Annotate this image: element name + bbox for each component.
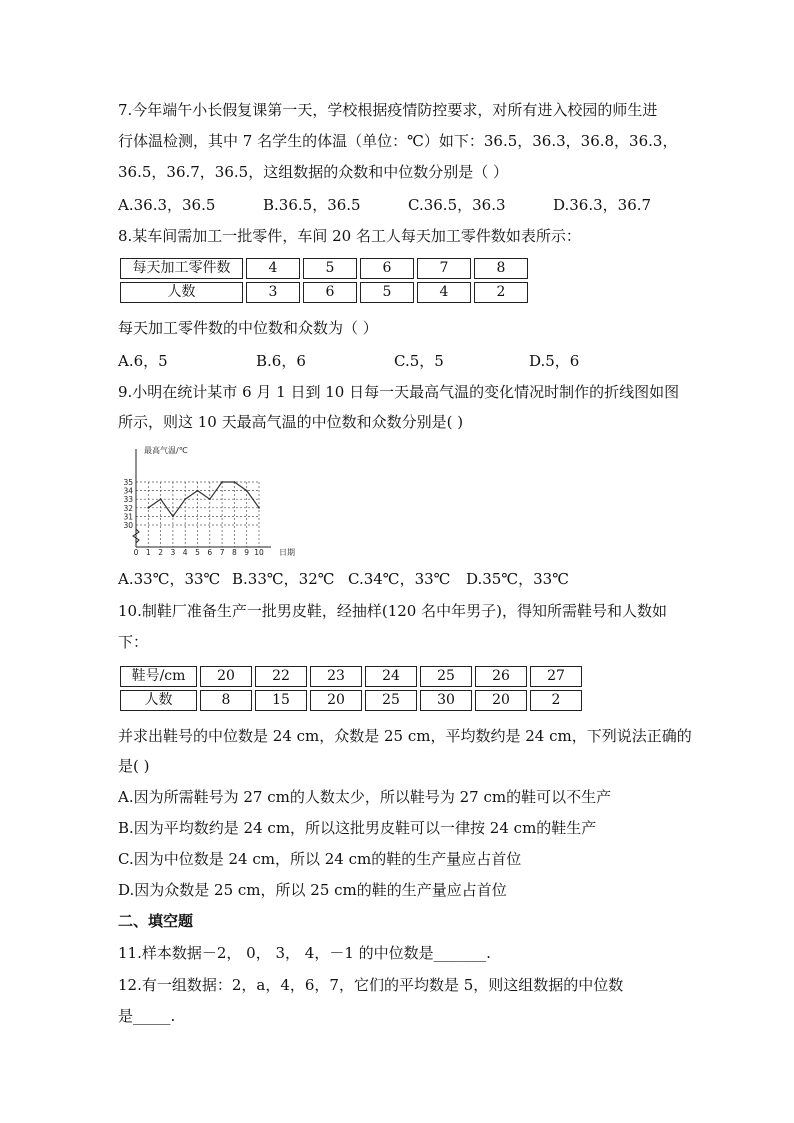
q12-line1: 12.有一组数据：2，a，4，6，7，它们的平均数是 5，则这组数据的中位数 [118,976,624,994]
chart-x-ticks [134,548,264,557]
q9-option-a: A.33℃，33℃ [118,570,221,588]
table-cell: 24 [365,666,417,687]
q7-line2: 行体温检测，其中 7 名学生的体温（单位：℃）如下：36.5，36.3，36.8，36.3， [118,132,678,150]
table-row [120,666,582,687]
q8-option-a: A.6，5 [118,352,168,370]
data-point [258,507,260,509]
q10-table [117,663,585,714]
table-cell: 5 [360,282,414,303]
table-cell: 30 [420,690,472,711]
data-point [221,481,223,483]
x-tick-label: 2 [158,548,163,557]
q7-option-c: C.36.5，36.3 [408,196,506,214]
data-point [184,498,186,500]
table-cell: 6 [360,258,414,279]
table-cell: 8 [474,258,528,279]
q8-line1: 8.某车间需加工一批零件，车间 20 名工人每天加工零件数如表所示： [118,227,581,245]
y-tick-label: 33 [123,495,133,505]
table-row [120,690,582,711]
q10-option-a: A.因为所需鞋号为 27 cm的人数太少，所以鞋号为 27 cm的鞋可以不生产 [118,788,612,806]
table-cell-label: 每天加工零件数 [120,258,243,279]
y-tick-label: 30 [123,521,133,530]
q7-line3: 36.5，36.7，36.5，这组数据的众数和中位数分别是（ ） [118,163,508,181]
data-point [234,481,236,483]
data-point [172,516,174,518]
q10-option-c: C.因为中位数是 24 cm，所以 24 cm的鞋的生产量应占首位 [118,850,522,868]
data-point [209,498,211,500]
chart-x-axis-label: 日期 [279,548,295,557]
q10-option-b: B.因为平均数约是 24 cm，所以这批男皮鞋可以一律按 24 cm的鞋生产 [118,819,597,837]
table-cell: 3 [246,282,300,303]
q12-line2: 是_____. [118,1007,176,1025]
table-cell: 25 [420,666,472,687]
q9-option-d: D.35℃，33℃ [466,570,569,588]
table-cell: 4 [246,258,300,279]
table-cell: 25 [365,690,417,711]
q8-option-b: B.6，6 [256,352,306,370]
x-tick-label: 5 [195,548,200,557]
table-row [120,282,528,303]
q8-option-d: D.5，6 [529,352,580,370]
table-cell: 26 [475,666,527,687]
q8-option-c: C.5，5 [394,352,444,370]
table-cell: 20 [310,690,362,711]
table-cell-label: 人数 [120,282,243,303]
table-cell: 7 [417,258,471,279]
table-cell: 5 [303,258,357,279]
y-tick-label: 31 [123,512,133,522]
table-cell: 22 [255,666,307,687]
table-cell: 4 [417,282,471,303]
temperature-line-chart [122,443,302,561]
table-row [120,258,528,279]
q9-line1: 9.小明在统计某市 6 月 1 日到 10 日每一天最高气温的变化情况时制作的折线图如图 [118,383,680,401]
q9-options [118,569,569,589]
data-point [147,507,149,509]
q10-line3: 并求出鞋号的中位数是 24 cm，众数是 25 cm，平均数约是 24 cm，下列说法正确的 [118,727,692,745]
q9-option-c: C.34℃，33℃ [348,570,451,588]
data-point [160,498,162,500]
q10-line1: 10.制鞋厂准备生产一批男皮鞋，经抽样(120 名中年男子)，得知所需鞋号和人数如 [118,602,667,620]
q9-line2: 所示，则这 10 天最高气温的中位数和众数分别是( ) [118,413,464,431]
chart-y-axis-label: 最高气温/℃ [144,446,188,455]
x-tick-label: 7 [219,548,225,557]
x-tick-label: 0 [133,548,139,557]
q7-line1: 7.今年端午小长假复课第一天，学校根据疫情防控要求，对所有进入校园的师生进 [118,101,658,119]
chart-grid [136,482,259,547]
q7-option-d: D.36.3，36.7 [553,196,652,214]
q9-option-b: B.33℃，32℃ [232,570,335,588]
x-tick-label: 9 [244,548,250,557]
q8-options [118,351,579,371]
table-cell: 20 [200,666,252,687]
x-tick-label: 4 [182,548,188,557]
y-tick-label: 32 [123,503,133,513]
q11-text: 11.样本数据－2， 0， 3， 4，－1 的中位数是_______. [118,944,491,962]
table-cell: 20 [475,690,527,711]
table-cell: 6 [303,282,357,303]
y-tick-label: 35 [123,478,133,487]
x-tick-label: 10 [254,548,264,557]
table-cell: 23 [310,666,362,687]
table-cell: 2 [474,282,528,303]
q7-option-a: A.36.3，36.5 [118,196,216,214]
chart-y-ticks [123,478,133,530]
q8-table [117,255,531,306]
q10-line4: 是( ) [118,757,150,775]
q10-option-d: D.因为众数是 25 cm，所以 25 cm的鞋的生产量应占首位 [118,881,507,899]
table-cell: 27 [530,666,582,687]
table-cell-label: 人数 [120,690,197,711]
x-tick-label: 1 [145,548,151,557]
data-point [197,490,199,492]
q7-options [118,195,651,215]
x-tick-label: 3 [170,548,176,557]
table-cell-label: 鞋号/cm [120,666,197,687]
table-cell: 15 [255,690,307,711]
data-point [246,490,248,492]
chart-axes [133,449,271,547]
q10-line2: 下： [118,633,149,651]
x-tick-label: 6 [207,548,213,557]
section-heading: 二、填空题 [118,912,194,930]
table-cell: 2 [530,690,582,711]
q8-line2: 每天加工零件数的中位数和众数为（ ） [118,319,378,337]
y-tick-label: 34 [123,486,133,496]
table-cell: 8 [200,690,252,711]
x-tick-label: 8 [232,548,237,557]
q7-option-b: B.36.5，36.5 [263,196,361,214]
